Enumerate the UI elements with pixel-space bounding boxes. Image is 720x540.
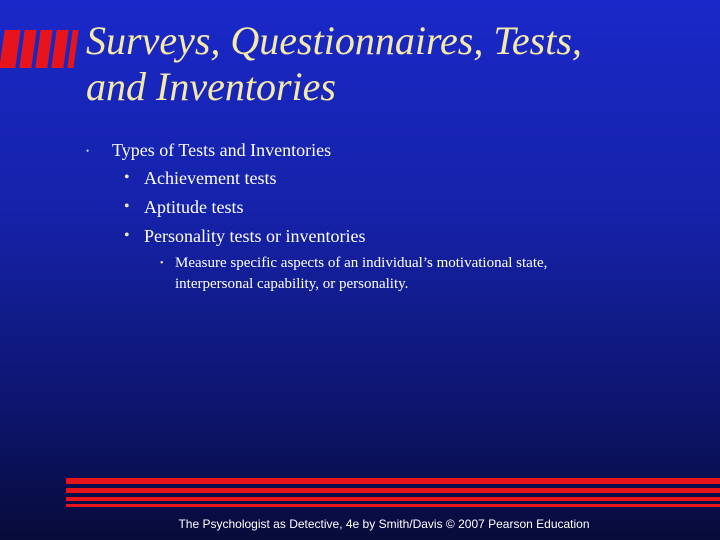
red-block [0,30,21,68]
red-block [35,30,52,68]
red-stripe [66,478,720,484]
red-stripes [66,478,720,508]
red-block-logo [0,30,80,68]
sub-item-aptitude: Aptitude tests [144,197,244,217]
red-stripe [66,497,720,501]
detail-line-1: Measure specific aspects of an individual’s motivational state, [175,255,548,271]
bullet-main: Types of Tests and Inventories [112,140,332,160]
bullet-marker: • [124,227,130,244]
detail-text [175,253,665,295]
detail-line-2: interpersonal capability, or personality. [175,276,409,292]
red-block [19,30,36,68]
sub-item-achievement: Achievement tests [144,168,277,188]
bullet-marker: • [124,198,130,215]
title-line-1: Surveys, Questionnaires, Tests, [86,18,582,63]
title-line-2: and Inventories [86,64,336,109]
bullet-marker: • [86,146,90,156]
red-stripe [66,488,720,493]
bullet-marker: • [124,169,130,186]
slide-title [86,18,706,110]
red-stripe [66,504,720,507]
sub-item-personality: Personality tests or inventories [144,226,366,246]
red-block [67,30,78,68]
red-block [51,30,68,68]
footer-text: The Psychologist as Detective, 4e by Smith/Davis © 2007 Pearson Education [178,517,590,531]
bullet-marker: • [160,258,164,269]
